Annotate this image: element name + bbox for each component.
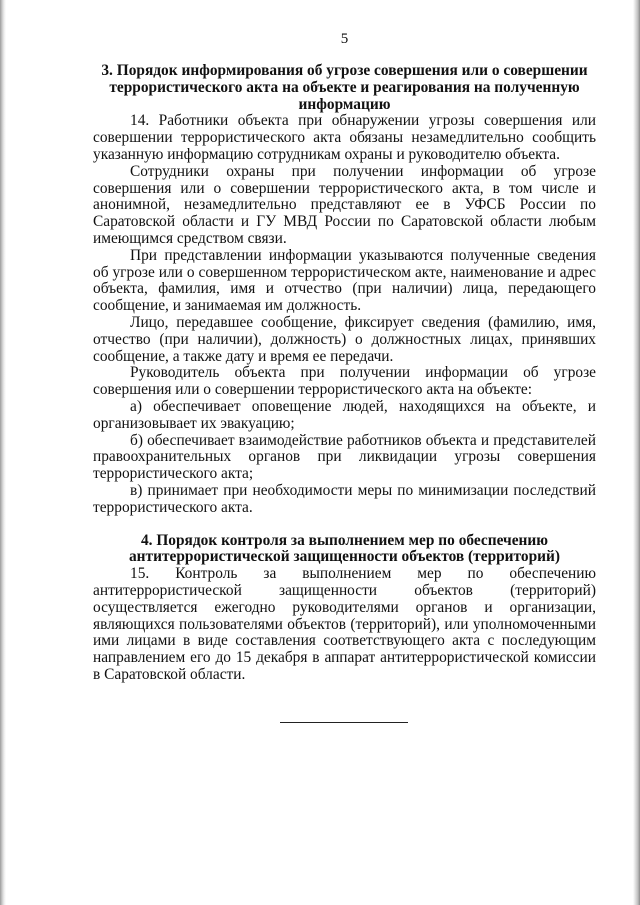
page-number: 5 [340, 31, 349, 47]
section-4 [93, 533, 596, 684]
paragraph: Руководитель объекта при получении информации об угрозе совершения или о совершении террористического акта на объекте: [93, 364, 596, 399]
section-4-heading: 4. Порядок контроля за выполнением мер по обеспечению антитеррористической защищенности объектов (территорий) [128, 531, 561, 566]
paragraph: 14. Работники объекта при обнаружении угрозы совершения или совершении террористического акта обязаны незамедлительно сообщить указанную информацию сотрудникам охраны и руководителю объекта. [93, 112, 596, 163]
section-spacer [93, 517, 596, 533]
section-3 [93, 63, 596, 517]
scan-right-edge [633, 0, 640, 905]
list-item: а) обеспечивает оповещение людей, находящихся на объекте, и организовывает их эвакуацию; [93, 397, 596, 432]
paragraph: 15. Контроль за выполнением мер по обеспечению антитеррористической защищенности объектов (территорий) осуществляется ежегодно руководителями органов и организации, являющихся пользователями объектов (территорий), или уполномоченными ими лицами в виде составления соответствующего акта с последующим направлением его до 15 декабря в аппарат антитеррористической комиссии в Саратовской области. [93, 565, 596, 683]
scan-left-edge [0, 0, 6, 905]
paragraph: При представлении информации указываются полученные сведения об угрозе или о совершенном террористическом акте, наименование и адрес объекта, фамилия, имя и отчество (при наличии) лица, передающего сообщение, и занимаемая им должность. [93, 246, 596, 315]
document-page [93, 30, 596, 684]
paragraph: Сотрудники охраны при получении информации об угрозе совершения или о совершении террористического акта, в том числе и анонимной, незамедлительно представляют ее в УФСБ России по Саратовской области и ГУ МВД России по Саратовской области любым имеющимся средством связи. [93, 162, 596, 247]
list-item: б) обеспечивает взаимодействие работников объекта и представителей правоохранительных органов при ликвидации угрозы совершения террористического акта; [93, 431, 596, 483]
end-divider-line [280, 722, 408, 723]
list-item: в) принимает при необходимости меры по минимизации последствий террористического акта. [93, 481, 596, 516]
section-3-heading: 3. Порядок информирования об угрозе совершения или о совершении террористического акта на объекте и реагирования на полученную информацию [101, 62, 588, 113]
paragraph: Лицо, передавшее сообщение, фиксирует сведения (фамилию, имя, отчество (при наличии), должность) о должностных лицах, принявших сообщение, а также дату и время ее передачи. [93, 313, 596, 365]
